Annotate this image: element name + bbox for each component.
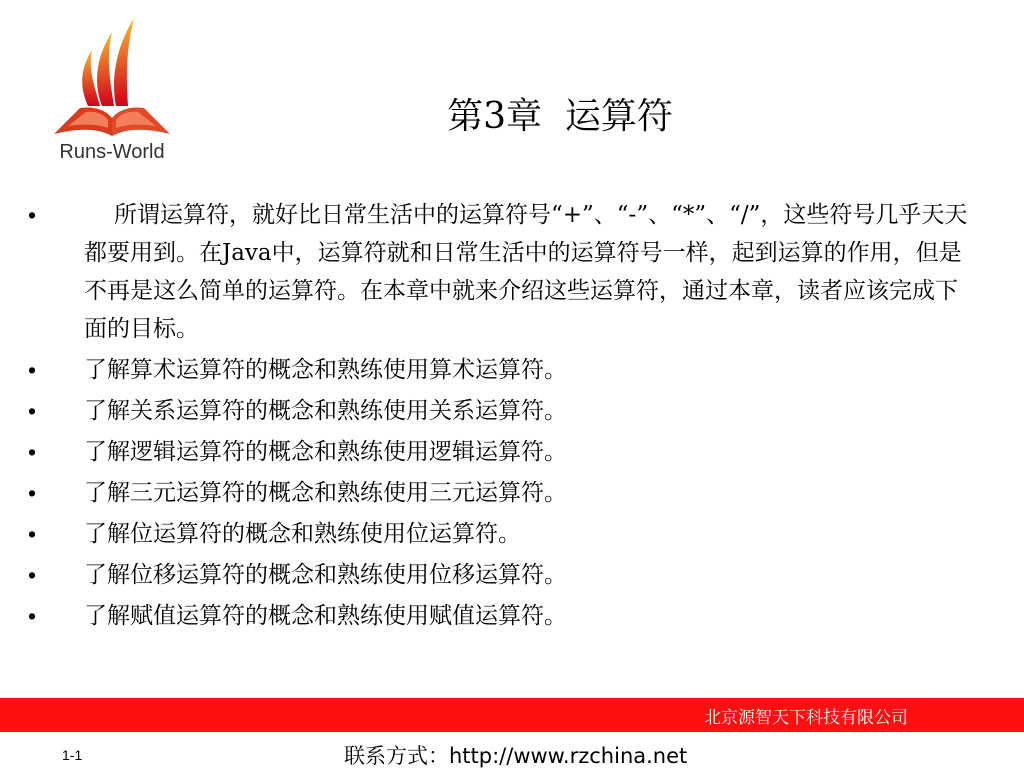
list-item-text: 了解算术运算符的概念和熟练使用算术运算符。 bbox=[84, 357, 567, 383]
list-item-text: 了解三元运算符的概念和熟练使用三元运算符。 bbox=[84, 480, 567, 506]
list-item bbox=[28, 196, 980, 348]
page-title: 第3章 运算符 bbox=[447, 96, 673, 137]
list-item bbox=[28, 597, 980, 635]
company-name: 北京源智天下科技有限公司 bbox=[704, 708, 908, 728]
flame-book-icon bbox=[48, 14, 176, 142]
bullet-icon: • bbox=[28, 202, 37, 228]
list-item bbox=[28, 515, 980, 553]
bullet-icon: • bbox=[28, 603, 37, 629]
list-item-text: 了解赋值运算符的概念和熟练使用赋值运算符。 bbox=[84, 603, 567, 629]
list-item bbox=[28, 351, 980, 389]
list-item-text: 了解位移运算符的概念和熟练使用位移运算符。 bbox=[84, 562, 567, 588]
footer-bar bbox=[0, 698, 1024, 732]
intro-paragraph: 所谓运算符，就好比日常生活中的运算符号“+”、“-”、“*”、“/”，这些符号几乎天天都要用到。在Java中，运算符就和日常生活中的运算符号一样，起到运算的作用，但是不再是这么简单的运算符。在本章中就来介绍这些运算符，通过本章，读者应该完成下面的目标。 bbox=[84, 202, 968, 342]
list-item-text: 了解位运算符的概念和熟练使用位运算符。 bbox=[84, 521, 521, 547]
bullet-icon: • bbox=[28, 398, 37, 424]
list-item bbox=[28, 433, 980, 471]
list-item-text: 了解逻辑运算符的概念和熟练使用逻辑运算符。 bbox=[84, 439, 567, 465]
logo bbox=[44, 14, 180, 166]
bullet-icon: • bbox=[28, 521, 37, 547]
list-item-text: 了解关系运算符的概念和熟练使用关系运算符。 bbox=[84, 398, 567, 424]
bullet-icon: • bbox=[28, 357, 37, 383]
bullet-list bbox=[28, 196, 980, 638]
bullet-icon: • bbox=[28, 480, 37, 506]
logo-text: Runs-World bbox=[59, 141, 165, 163]
bullet-icon: • bbox=[28, 562, 37, 588]
bullet-icon: • bbox=[28, 439, 37, 465]
list-item bbox=[28, 392, 980, 430]
list-item bbox=[28, 474, 980, 512]
list-item bbox=[28, 556, 980, 594]
page-number: 1-1 bbox=[62, 747, 83, 763]
contact-info: 联系方式：http://www.rzchina.net bbox=[344, 744, 688, 768]
